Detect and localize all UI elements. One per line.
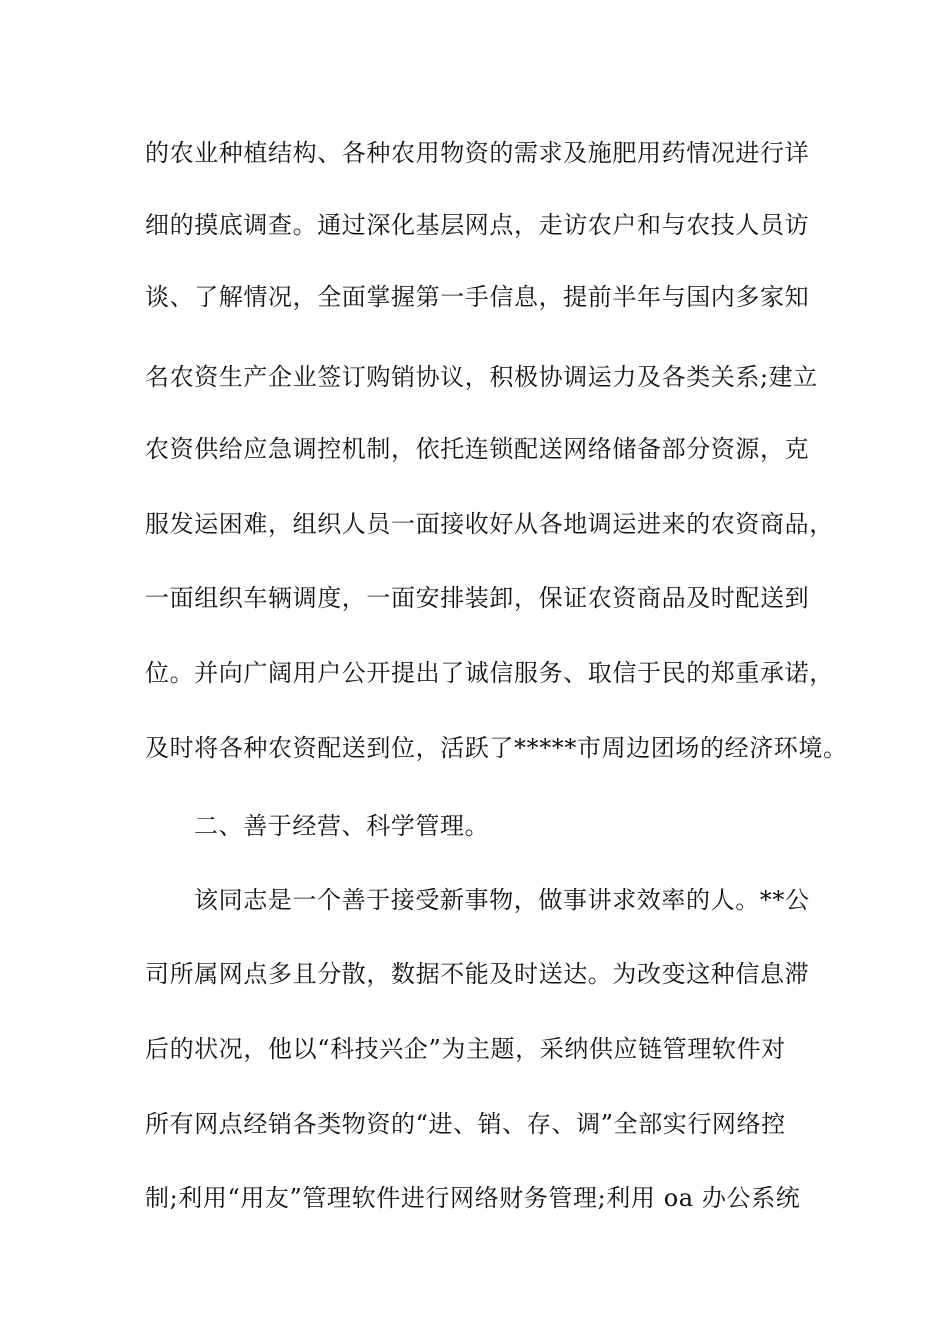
body-text-line: 司所属网点多且分散，数据不能及时送达。为改变这种信息滞: [145, 960, 810, 988]
paragraph-first-line: 该同志是一个善于接受新事物，做事讲求效率的人。**公: [194, 886, 810, 914]
body-text-line: 的农业种植结构、各种农用物资的需求及施肥用药情况进行详: [145, 139, 810, 167]
body-text-line: 后的状况，他以“科技兴企”为主题，采纳供应链管理软件对: [145, 1035, 786, 1063]
body-text-line: 谈、了解情况，全面掌握第一手信息，提前半年与国内多家知: [145, 283, 810, 311]
body-text-line: 农资供给应急调控机制，依托连锁配送网络储备部分资源，克: [145, 435, 810, 463]
body-text-line: 所有网点经销各类物资的“进、销、存、调”全部实行网络控: [145, 1110, 786, 1138]
body-text-line: 及时将各种农资配送到位，活跃了*****市周边团场的经济环境。: [145, 734, 848, 762]
body-text-line: 服发运困难，组织人员一面接收好从各地调运进来的农资商品，: [145, 510, 834, 538]
body-text-line: 制;利用“用友”管理软件进行网络财务管理;利用 oa 办公系统: [145, 1184, 801, 1212]
body-text-line: 细的摸底调查。通过深化基层网点，走访农户和与农技人员访: [145, 211, 810, 239]
body-text-line: 名农资生产企业签订购销协议，积极协调运力及各类关系;建立: [145, 363, 818, 391]
section-heading: 二、善于经营、科学管理。: [194, 812, 490, 840]
body-text-line: 一面组织车辆调度，一面安排装卸，保证农资商品及时配送到: [145, 584, 810, 612]
body-text-line: 位。并向广阔用户公开提出了诚信服务、取信于民的郑重承诺，: [145, 659, 834, 687]
